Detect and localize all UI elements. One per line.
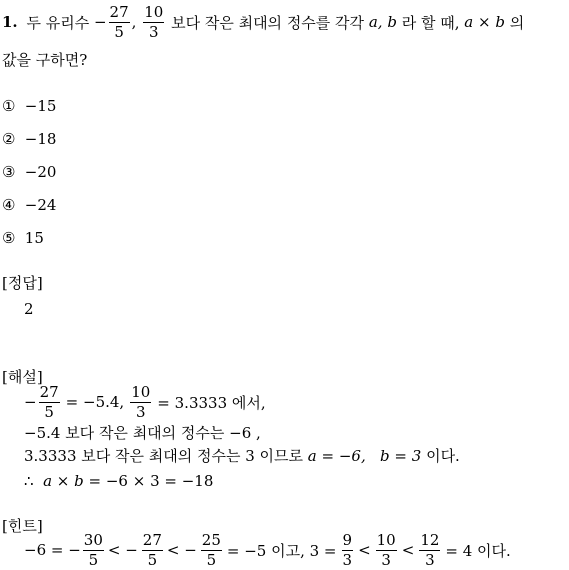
numerator: 27 — [109, 2, 129, 21]
numerator: 10 — [144, 2, 164, 21]
fraction-12-3 — [419, 530, 440, 569]
choice-3[interactable] — [2, 163, 56, 181]
question-text-2: 보다 작은 최대의 정수를 각각 — [171, 13, 365, 32]
hint-text: < — [358, 541, 371, 559]
choice-value: −20 — [24, 163, 57, 181]
denominator: 3 — [342, 550, 353, 569]
numerator: 27 — [39, 382, 59, 401]
fraction-10-3 — [143, 2, 164, 41]
explanation-line-2: −5.4 보다 작은 최대의 정수는 −6 , — [24, 424, 261, 442]
denominator: 3 — [425, 550, 435, 569]
denominator: 5 — [114, 22, 124, 41]
choice-mark: ⑤ — [2, 229, 16, 247]
answer-label: [정답] — [2, 274, 43, 292]
denominator: 3 — [135, 402, 146, 421]
fraction-27-5 — [109, 2, 130, 41]
numerator: 27 — [142, 530, 162, 549]
choice-value: −24 — [24, 196, 57, 214]
hint-text: −6 = − — [24, 541, 81, 559]
choice-value: −15 — [24, 97, 57, 115]
hint-text: = 4 이다. — [445, 541, 511, 560]
question-text-1: 두 유리수 — [26, 13, 90, 32]
denominator: 3 — [148, 22, 159, 41]
choice-mark: ② — [2, 130, 16, 148]
fraction-27-5 — [142, 530, 163, 569]
numerator: 9 — [342, 530, 353, 549]
numerator: 25 — [201, 530, 221, 549]
expr-a: a = −6, — [307, 447, 366, 465]
choice-1[interactable] — [2, 97, 56, 115]
explanation-text: 3.3333 보다 작은 최대의 정수는 3 이므로 — [24, 447, 304, 465]
explanation-line-1 — [24, 382, 266, 422]
denominator: 5 — [206, 550, 217, 569]
expr-axb: a × b — [43, 472, 84, 490]
choice-2[interactable] — [2, 130, 56, 148]
question-line-1 — [2, 2, 524, 42]
hint-line — [24, 530, 511, 570]
fraction-9-3 — [342, 530, 354, 569]
neg-sign: − — [24, 393, 37, 411]
choice-value: 15 — [24, 229, 44, 247]
var-a: a, — [368, 13, 383, 31]
explanation-text: = −6 × 3 = −18 — [88, 472, 214, 490]
explanation-label: [해설] — [2, 368, 43, 386]
expr-axb: a × b — [464, 13, 505, 31]
explanation-text: = −5.4, — [65, 393, 125, 411]
explanation-line-4 — [24, 472, 213, 490]
fraction-25-5 — [201, 530, 222, 569]
neg-sign: − — [93, 13, 107, 31]
denominator: 5 — [147, 550, 158, 569]
expr-b: b = 3 — [380, 447, 422, 465]
hint-text: = −5 이고, 3 = — [226, 541, 337, 560]
choice-4[interactable] — [2, 196, 56, 214]
question-text-3: 라 할 때, — [401, 13, 460, 32]
numerator: 10 — [376, 530, 396, 549]
denominator: 5 — [44, 402, 54, 421]
denominator: 3 — [381, 550, 391, 569]
explanation-text: 이다. — [426, 447, 460, 465]
fraction-10-3 — [130, 382, 151, 421]
choice-value: −18 — [24, 130, 57, 148]
explanation-text: = 3.3333 에서, — [157, 393, 266, 412]
choice-5[interactable] — [2, 229, 44, 247]
choice-mark: ③ — [2, 163, 16, 181]
hint-text: < − — [107, 541, 138, 559]
answer-value: 2 — [24, 300, 34, 318]
comma: , — [131, 13, 137, 31]
numerator: 12 — [420, 530, 440, 549]
therefore-symbol: ∴ — [24, 472, 34, 490]
hint-text: < − — [166, 541, 197, 559]
fraction-27-5 — [39, 382, 60, 421]
hint-label: [힌트] — [2, 517, 43, 535]
question-text-4: 의 — [509, 13, 525, 32]
choice-mark: ① — [2, 97, 16, 115]
numerator: 30 — [83, 530, 103, 549]
denominator: 5 — [88, 550, 99, 569]
question-number: 1. — [2, 13, 18, 31]
choice-mark: ④ — [2, 196, 16, 214]
var-b: b — [387, 13, 397, 31]
fraction-10-3 — [376, 530, 397, 569]
hint-text: < — [401, 541, 415, 559]
explanation-line-3 — [24, 445, 460, 466]
fraction-30-5 — [83, 530, 104, 569]
question-line-2: 값을 구하면? — [2, 51, 88, 69]
numerator: 10 — [131, 382, 151, 401]
